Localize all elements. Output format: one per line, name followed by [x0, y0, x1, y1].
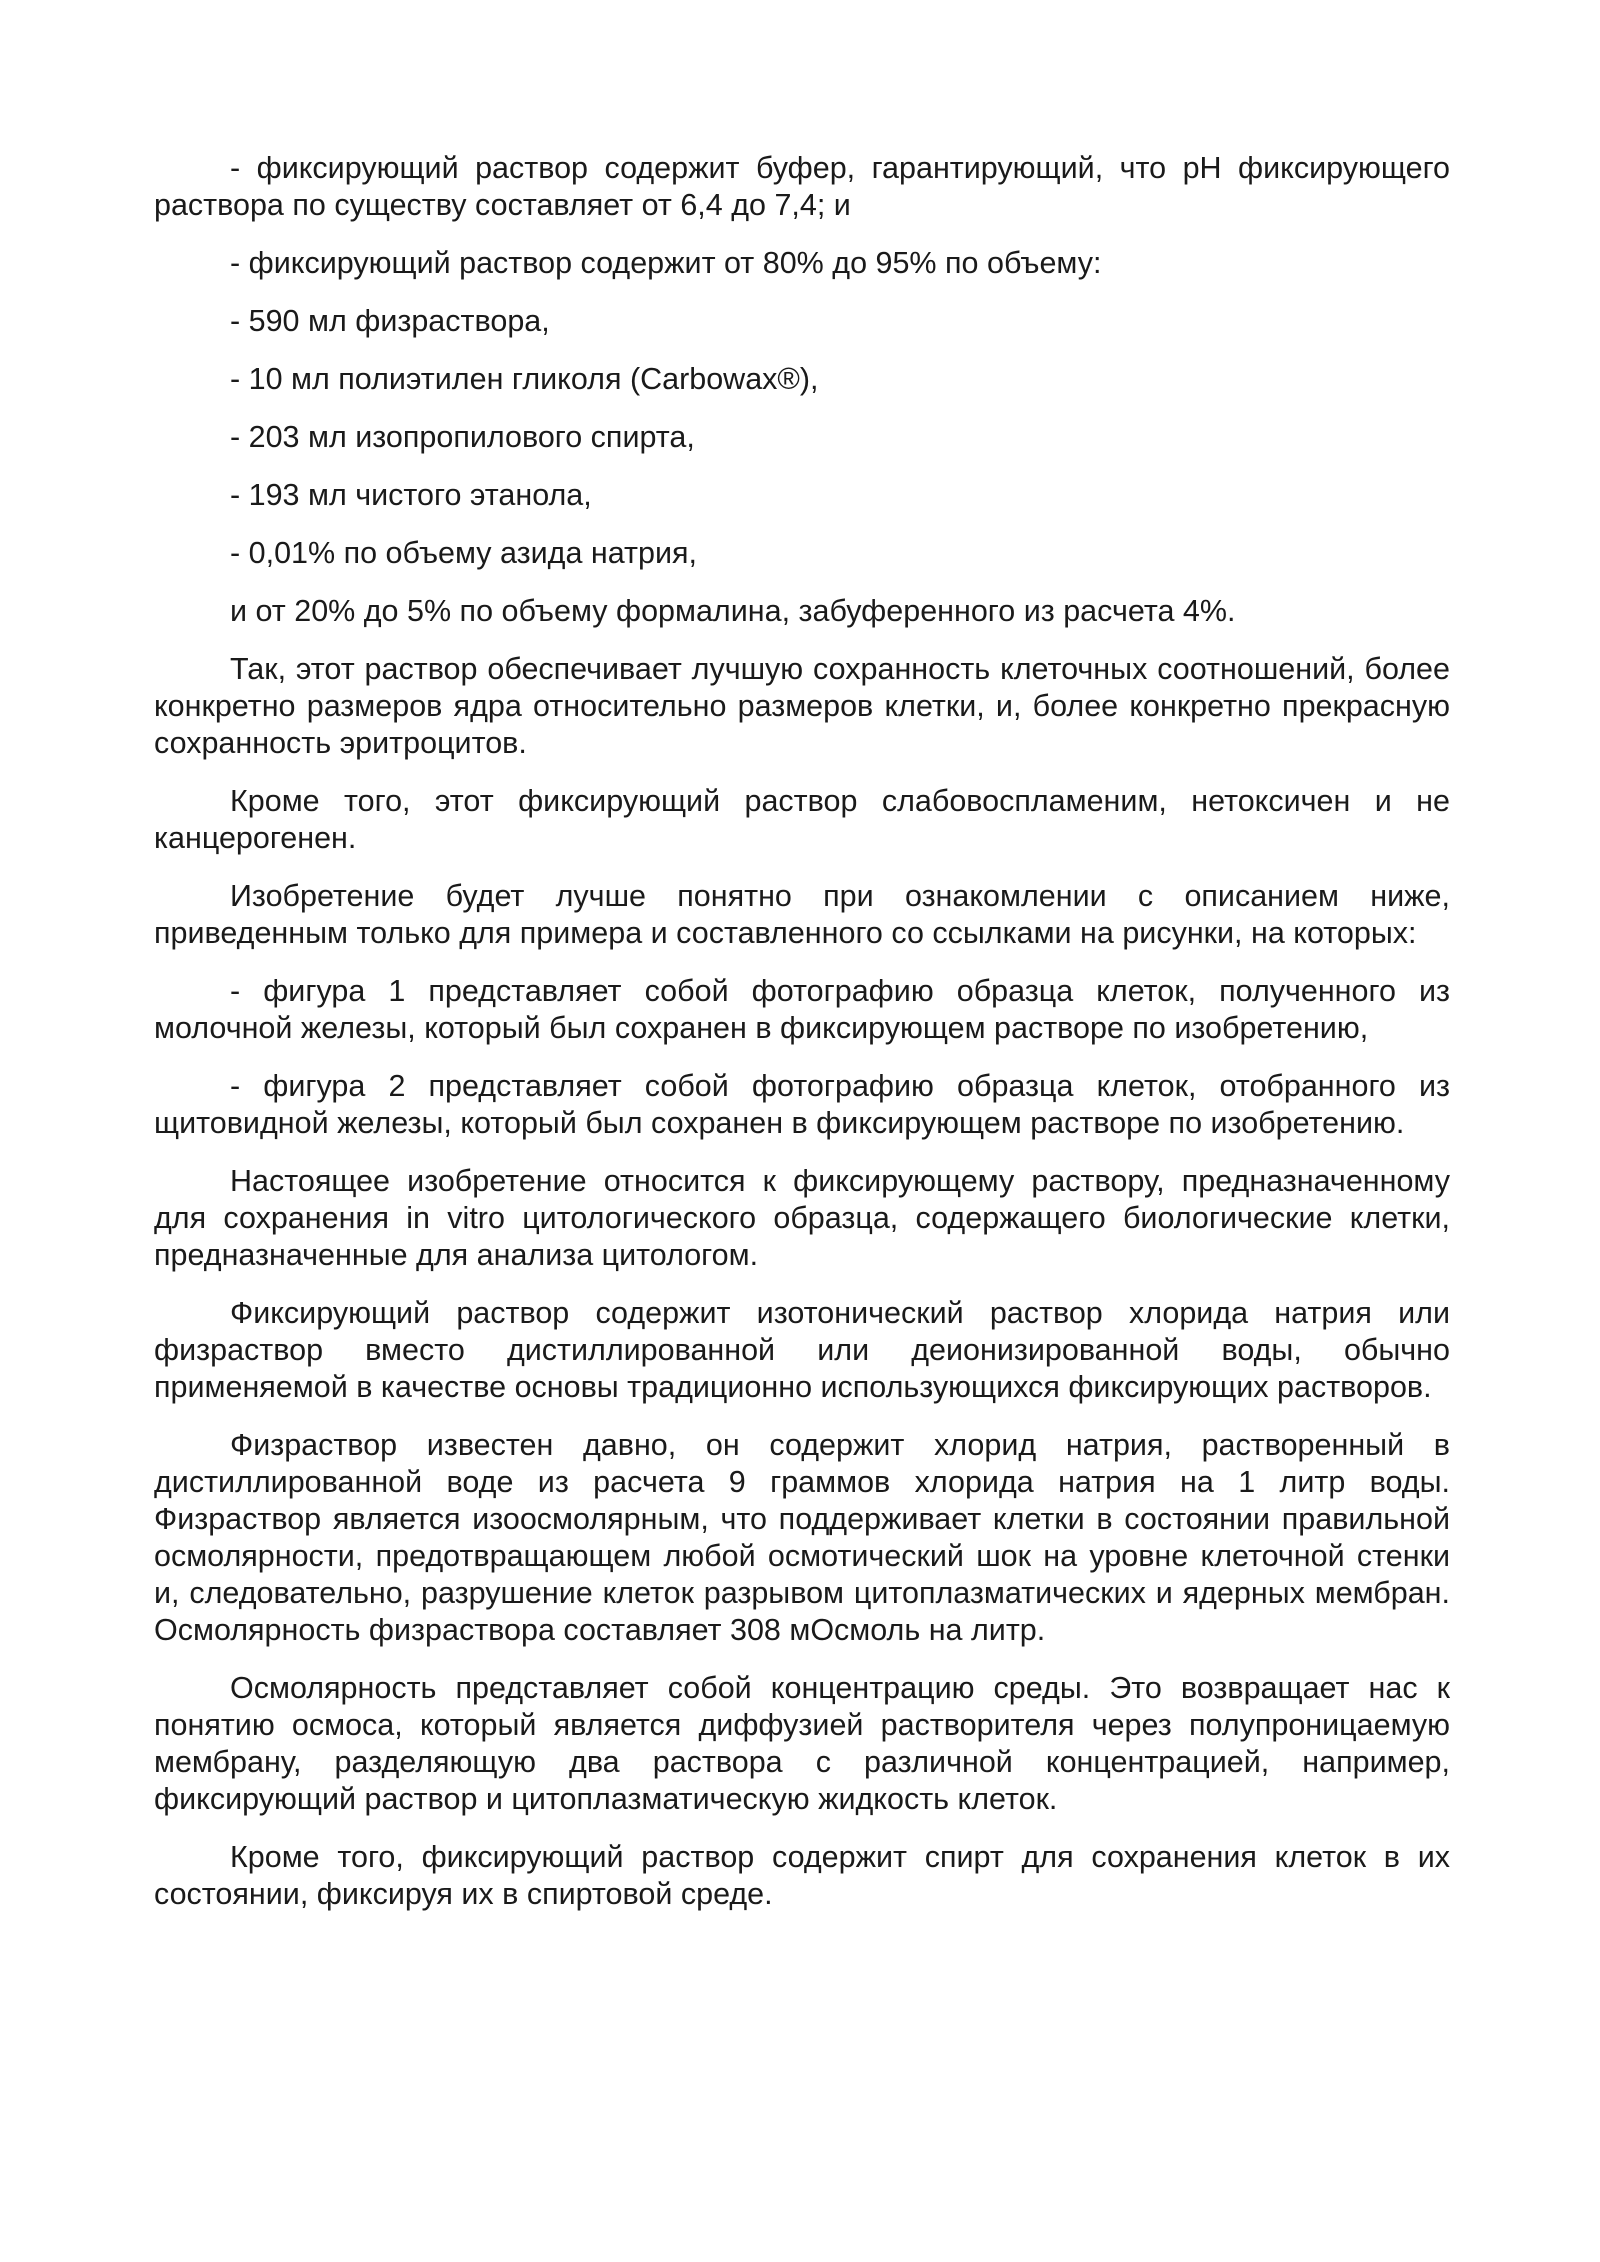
paragraph-figures-intro: Изобретение будет лучше понятно при ознакомлении с описанием ниже, приведенным только для примера и составленного со ссылками на рисунки, на которых: [154, 879, 1450, 950]
document-page [154, 150, 1450, 1913]
paragraph-invention-scope: Настоящее изобретение относится к фиксирующему раствору, предназначенному для сохранения in vitro цитологического образца, содержащего биологические клетки, предназначенные для анализа цитологом. [154, 1164, 1450, 1272]
list-item-ethanol: - 193 мл чистого этанола, [230, 478, 592, 512]
list-item-saline: - 590 мл физраствора, [230, 304, 550, 338]
paragraph-saline-details: Физраствор известен давно, он содержит хлорид натрия, растворенный в дистиллированной воде из расчета 9 граммов хлорида натрия на 1 литр воды. Физраствор является изоосмолярным, что поддерживает клетки в состоянии правильной осмолярности, предотвращающем любой осмотический шок на уровне клеточной стенки и, следовательно, разрушение клеток разрывом цитоплазматических и ядерных мембран. Осмолярность физраствора составляет 308 мОсмоль на литр. [154, 1428, 1450, 1647]
list-item-sodium-azide: - 0,01% по объему азида натрия, [230, 536, 697, 570]
paragraph-formalin: и от 20% до 5% по объему формалина, забуференного из расчета 4%. [230, 594, 1236, 628]
paragraph-osmolarity: Осмолярность представляет собой концентрацию среды. Это возвращает нас к понятию осмоса, который является диффузией растворителя через полупроницаемую мембрану, разделяющую два раствора с различной концентрацией, например, фиксирующий раствор и цитоплазматическую жидкость клеток. [154, 1671, 1450, 1816]
paragraph-figure-2: - фигура 2 представляет собой фотографию образца клеток, отобранного из щитовидной железы, который был сохранен в фиксирующем растворе по изобретению. [154, 1069, 1450, 1140]
paragraph-buffer-ph: - фиксирующий раствор содержит буфер, гарантирующий, что pH фиксирующего раствора по существу составляет от 6,4 до 7,4; и [154, 151, 1450, 222]
paragraph-preservation: Так, этот раствор обеспечивает лучшую сохранность клеточных соотношений, более конкретно размеров ядра относительно размеров клетки, и, более конкретно прекрасную сохранность эритроцитов. [154, 652, 1450, 760]
paragraph-composition-intro: - фиксирующий раствор содержит от 80% до 95% по объему: [230, 246, 1102, 280]
paragraph-isotonic: Фиксирующий раствор содержит изотонический раствор хлорида натрия или физраствор вместо дистиллированной или деионизированной воды, обычно применяемой в качестве основы традиционно использующихся фиксирующих растворов. [154, 1296, 1450, 1404]
list-item-polyethylene-glycol: - 10 мл полиэтилен гликоля (Carbowax®), [230, 362, 819, 396]
paragraph-alcohol: Кроме того, фиксирующий раствор содержит спирт для сохранения клеток в их состоянии, фиксируя их в спиртовой среде. [154, 1840, 1450, 1911]
paragraph-non-toxic: Кроме того, этот фиксирующий раствор слабовоспламеним, нетоксичен и не канцерогенен. [154, 784, 1450, 855]
paragraph-figure-1: - фигура 1 представляет собой фотографию образца клеток, полученного из молочной железы, который был сохранен в фиксирующем растворе по изобретению, [154, 974, 1450, 1045]
list-item-isopropyl: - 203 мл изопропилового спирта, [230, 420, 695, 454]
